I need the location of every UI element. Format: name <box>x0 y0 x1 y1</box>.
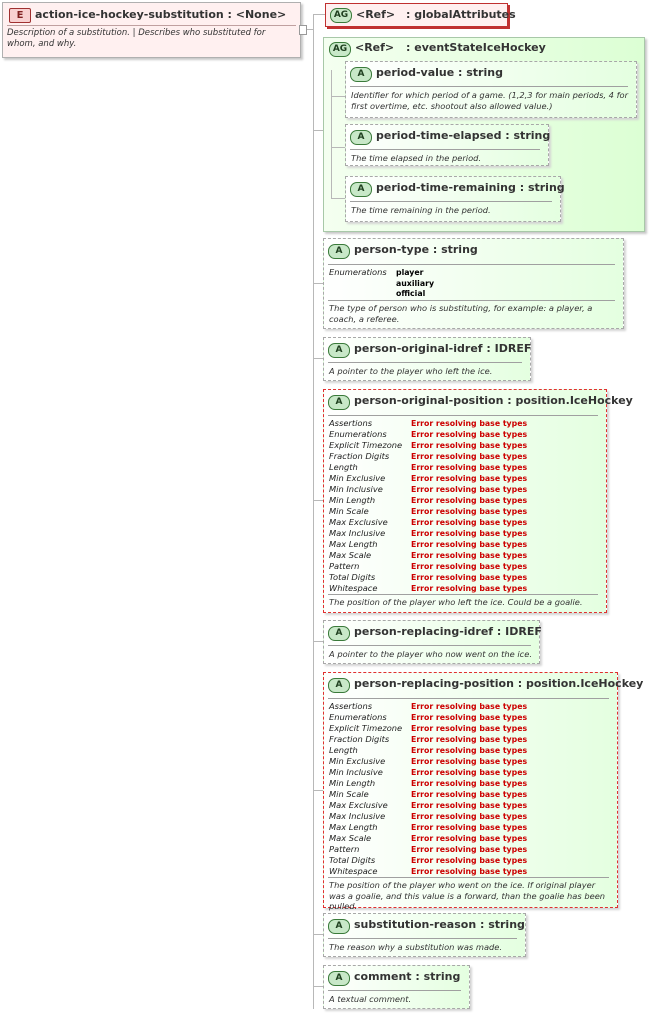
attribute-person-original-idref[interactable] <box>323 337 531 381</box>
facet-error-value: Error resolving base types <box>411 485 528 494</box>
attribute-description: Identifier for which period of a game. (1,2,3 for main periods, 4 for first overtime, etc. shootout also allowed value.) <box>351 90 628 111</box>
facets-table <box>329 701 527 877</box>
attribute-period-value[interactable] <box>345 61 637 118</box>
facet-error-value: Error resolving base types <box>411 801 528 810</box>
facet-name: Max Length <box>329 539 378 549</box>
attribute-group-badge-icon: AG <box>329 42 351 57</box>
enumeration-value: official <box>396 289 426 298</box>
facet-error-value: Error resolving base types <box>411 452 528 461</box>
attribute-description: A pointer to the player who now went on the ice. <box>329 649 532 659</box>
divider <box>328 990 461 991</box>
attribute-badge-icon: A <box>350 182 372 197</box>
attribute-substitution-reason[interactable] <box>323 913 526 957</box>
facet-name: Max Inclusive <box>329 811 386 821</box>
attribute-badge-icon: A <box>328 626 350 641</box>
divider <box>7 25 296 26</box>
divider <box>350 149 540 150</box>
connector-line <box>331 198 345 199</box>
facet-error-value: Error resolving base types <box>411 430 528 439</box>
facet-error-value: Error resolving base types <box>411 779 528 788</box>
facet-error-value: Error resolving base types <box>411 507 528 516</box>
attribute-description: The position of the player who went on the ice. If original player was a goalie, and this value is a forward, than the goalie has been pulled. <box>329 880 606 911</box>
connector-line <box>331 96 345 97</box>
attribute-title: substitution-reason : string <box>354 918 525 931</box>
facet-name: Enumerations <box>329 267 387 277</box>
divider <box>328 415 598 416</box>
facet-error-value: Error resolving base types <box>411 584 528 593</box>
facet-error-value: Error resolving base types <box>411 845 528 854</box>
collapse-grip-icon[interactable] <box>299 25 307 35</box>
facet-error-value: Error resolving base types <box>411 419 528 428</box>
facet-name: Pattern <box>329 844 360 854</box>
divider <box>328 877 609 878</box>
facet-name: Length <box>329 745 358 755</box>
attribute-group-badge-icon: AG <box>330 8 352 23</box>
facet-error-value: Error resolving base types <box>411 834 528 843</box>
facet-error-value: Error resolving base types <box>411 496 528 505</box>
divider <box>328 300 615 301</box>
connector-line <box>313 130 323 131</box>
facets-table <box>329 418 527 594</box>
attribute-title: person-original-position : position.IceHockey <box>354 394 633 407</box>
group-trunk-line <box>331 70 332 198</box>
facet-error-value: Error resolving base types <box>411 867 528 876</box>
facet-name: Max Exclusive <box>329 517 388 527</box>
attribute-badge-icon: A <box>350 67 372 82</box>
root-element-box[interactable] <box>2 2 301 58</box>
attribute-description: A textual comment. <box>329 994 412 1004</box>
enumeration-value: player <box>396 268 424 277</box>
divider <box>328 938 517 939</box>
facet-error-value: Error resolving base types <box>411 768 528 777</box>
facet-name: Max Scale <box>329 550 372 560</box>
attribute-description: The time elapsed in the period. <box>351 153 482 163</box>
facet-error-value: Error resolving base types <box>411 551 528 560</box>
facet-error-value: Error resolving base types <box>411 540 528 549</box>
ref-name: : eventStateIceHockey <box>406 41 546 54</box>
attribute-description: The time remaining in the period. <box>351 205 491 215</box>
facet-name: Max Scale <box>329 833 372 843</box>
attribute-badge-icon: A <box>328 244 350 259</box>
facet-name: Min Scale <box>329 789 369 799</box>
attribute-person-replacing-position[interactable] <box>323 672 644 911</box>
attribute-description: The type of person who is substituting, for example: a player, a coach, a referee. <box>329 303 593 324</box>
facet-error-value: Error resolving base types <box>411 856 528 865</box>
facet-error-value: Error resolving base types <box>411 474 528 483</box>
connector-line <box>313 14 325 15</box>
attribute-badge-icon: A <box>328 971 350 986</box>
attribute-description: The reason why a substitution was made. <box>329 942 503 952</box>
attribute-person-type[interactable] <box>323 238 624 329</box>
global-attributes-ref[interactable] <box>325 3 516 27</box>
attribute-title: person-original-idref : IDREF <box>354 342 532 355</box>
attribute-period-time-elapsed[interactable] <box>345 124 549 166</box>
facet-error-value: Error resolving base types <box>411 746 528 755</box>
facet-error-value: Error resolving base types <box>411 441 528 450</box>
attribute-badge-icon: A <box>328 395 350 410</box>
facet-name: Fraction Digits <box>329 451 390 461</box>
facet-error-value: Error resolving base types <box>411 735 528 744</box>
facet-name: Max Inclusive <box>329 528 386 538</box>
attribute-title: person-type : string <box>354 243 478 256</box>
attribute-badge-icon: A <box>350 130 372 145</box>
attribute-period-time-remaining[interactable] <box>345 176 565 222</box>
facet-name: Explicit Timezone <box>329 723 403 733</box>
facet-name: Assertions <box>329 418 373 428</box>
facet-error-value: Error resolving base types <box>411 724 528 733</box>
facet-name: Total Digits <box>329 572 376 582</box>
facet-name: Min Length <box>329 778 376 788</box>
facet-error-value: Error resolving base types <box>411 823 528 832</box>
connector-line <box>331 147 345 148</box>
attribute-title: period-time-remaining : string <box>376 181 565 194</box>
facet-name: Max Exclusive <box>329 800 388 810</box>
attribute-description: The position of the player who left the ice. Could be a goalie. <box>329 597 583 607</box>
facet-error-value: Error resolving base types <box>411 713 528 722</box>
attribute-title: person-replacing-idref : IDREF <box>354 625 542 638</box>
facet-name: Enumerations <box>329 429 387 439</box>
facet-name: Whitespace <box>329 583 378 593</box>
facet-name: Enumerations <box>329 712 387 722</box>
facet-error-value: Error resolving base types <box>411 463 528 472</box>
facet-name: Min Inclusive <box>329 767 383 777</box>
facet-error-value: Error resolving base types <box>411 518 528 527</box>
root-element-title: action-ice-hockey-substitution : <None> <box>35 8 287 21</box>
element-badge-icon: E <box>9 8 31 23</box>
divider <box>350 86 628 87</box>
facet-name: Total Digits <box>329 855 376 865</box>
attribute-comment[interactable] <box>323 965 470 1009</box>
divider <box>328 698 609 699</box>
facet-error-value: Error resolving base types <box>411 573 528 582</box>
divider <box>328 264 615 265</box>
facet-name: Length <box>329 462 358 472</box>
facet-name: Min Length <box>329 495 376 505</box>
attribute-badge-icon: A <box>328 919 350 934</box>
facet-error-value: Error resolving base types <box>411 529 528 538</box>
facet-name: Pattern <box>329 561 360 571</box>
ref-name: : globalAttributes <box>406 8 516 21</box>
attribute-badge-icon: A <box>328 678 350 693</box>
divider <box>328 594 598 595</box>
divider <box>328 362 522 363</box>
facet-name: Whitespace <box>329 866 378 876</box>
facet-name: Min Exclusive <box>329 756 386 766</box>
facet-name: Min Scale <box>329 506 369 516</box>
ref-label: <Ref> <box>355 41 395 54</box>
facet-error-value: Error resolving base types <box>411 562 528 571</box>
attribute-description: A pointer to the player who left the ice. <box>329 366 493 376</box>
facet-name: Max Length <box>329 822 378 832</box>
attribute-person-original-position[interactable] <box>323 389 633 613</box>
facet-name: Min Exclusive <box>329 473 386 483</box>
facet-error-value: Error resolving base types <box>411 790 528 799</box>
tree-trunk-line <box>313 14 314 1009</box>
facet-name: Min Inclusive <box>329 484 383 494</box>
root-element-description: Description of a substitution. | Describes who substituted for whom, and why. <box>7 28 266 49</box>
facet-error-value: Error resolving base types <box>411 757 528 766</box>
attribute-title: period-value : string <box>376 66 503 79</box>
event-state-ice-hockey-group[interactable] <box>323 37 645 232</box>
facet-error-value: Error resolving base types <box>411 812 528 821</box>
enumeration-value: auxiliary <box>396 279 435 288</box>
ref-label: <Ref> <box>356 8 396 21</box>
divider <box>350 201 552 202</box>
attribute-title: period-time-elapsed : string <box>376 129 551 142</box>
attribute-person-replacing-idref[interactable] <box>323 620 540 664</box>
attribute-title: person-replacing-position : position.IceHockey <box>354 677 644 690</box>
facet-error-value: Error resolving base types <box>411 702 528 711</box>
facet-name: Explicit Timezone <box>329 440 403 450</box>
attribute-title: comment : string <box>354 970 461 983</box>
attribute-badge-icon: A <box>328 343 350 358</box>
divider <box>328 645 531 646</box>
facet-name: Assertions <box>329 701 373 711</box>
facet-name: Fraction Digits <box>329 734 390 744</box>
